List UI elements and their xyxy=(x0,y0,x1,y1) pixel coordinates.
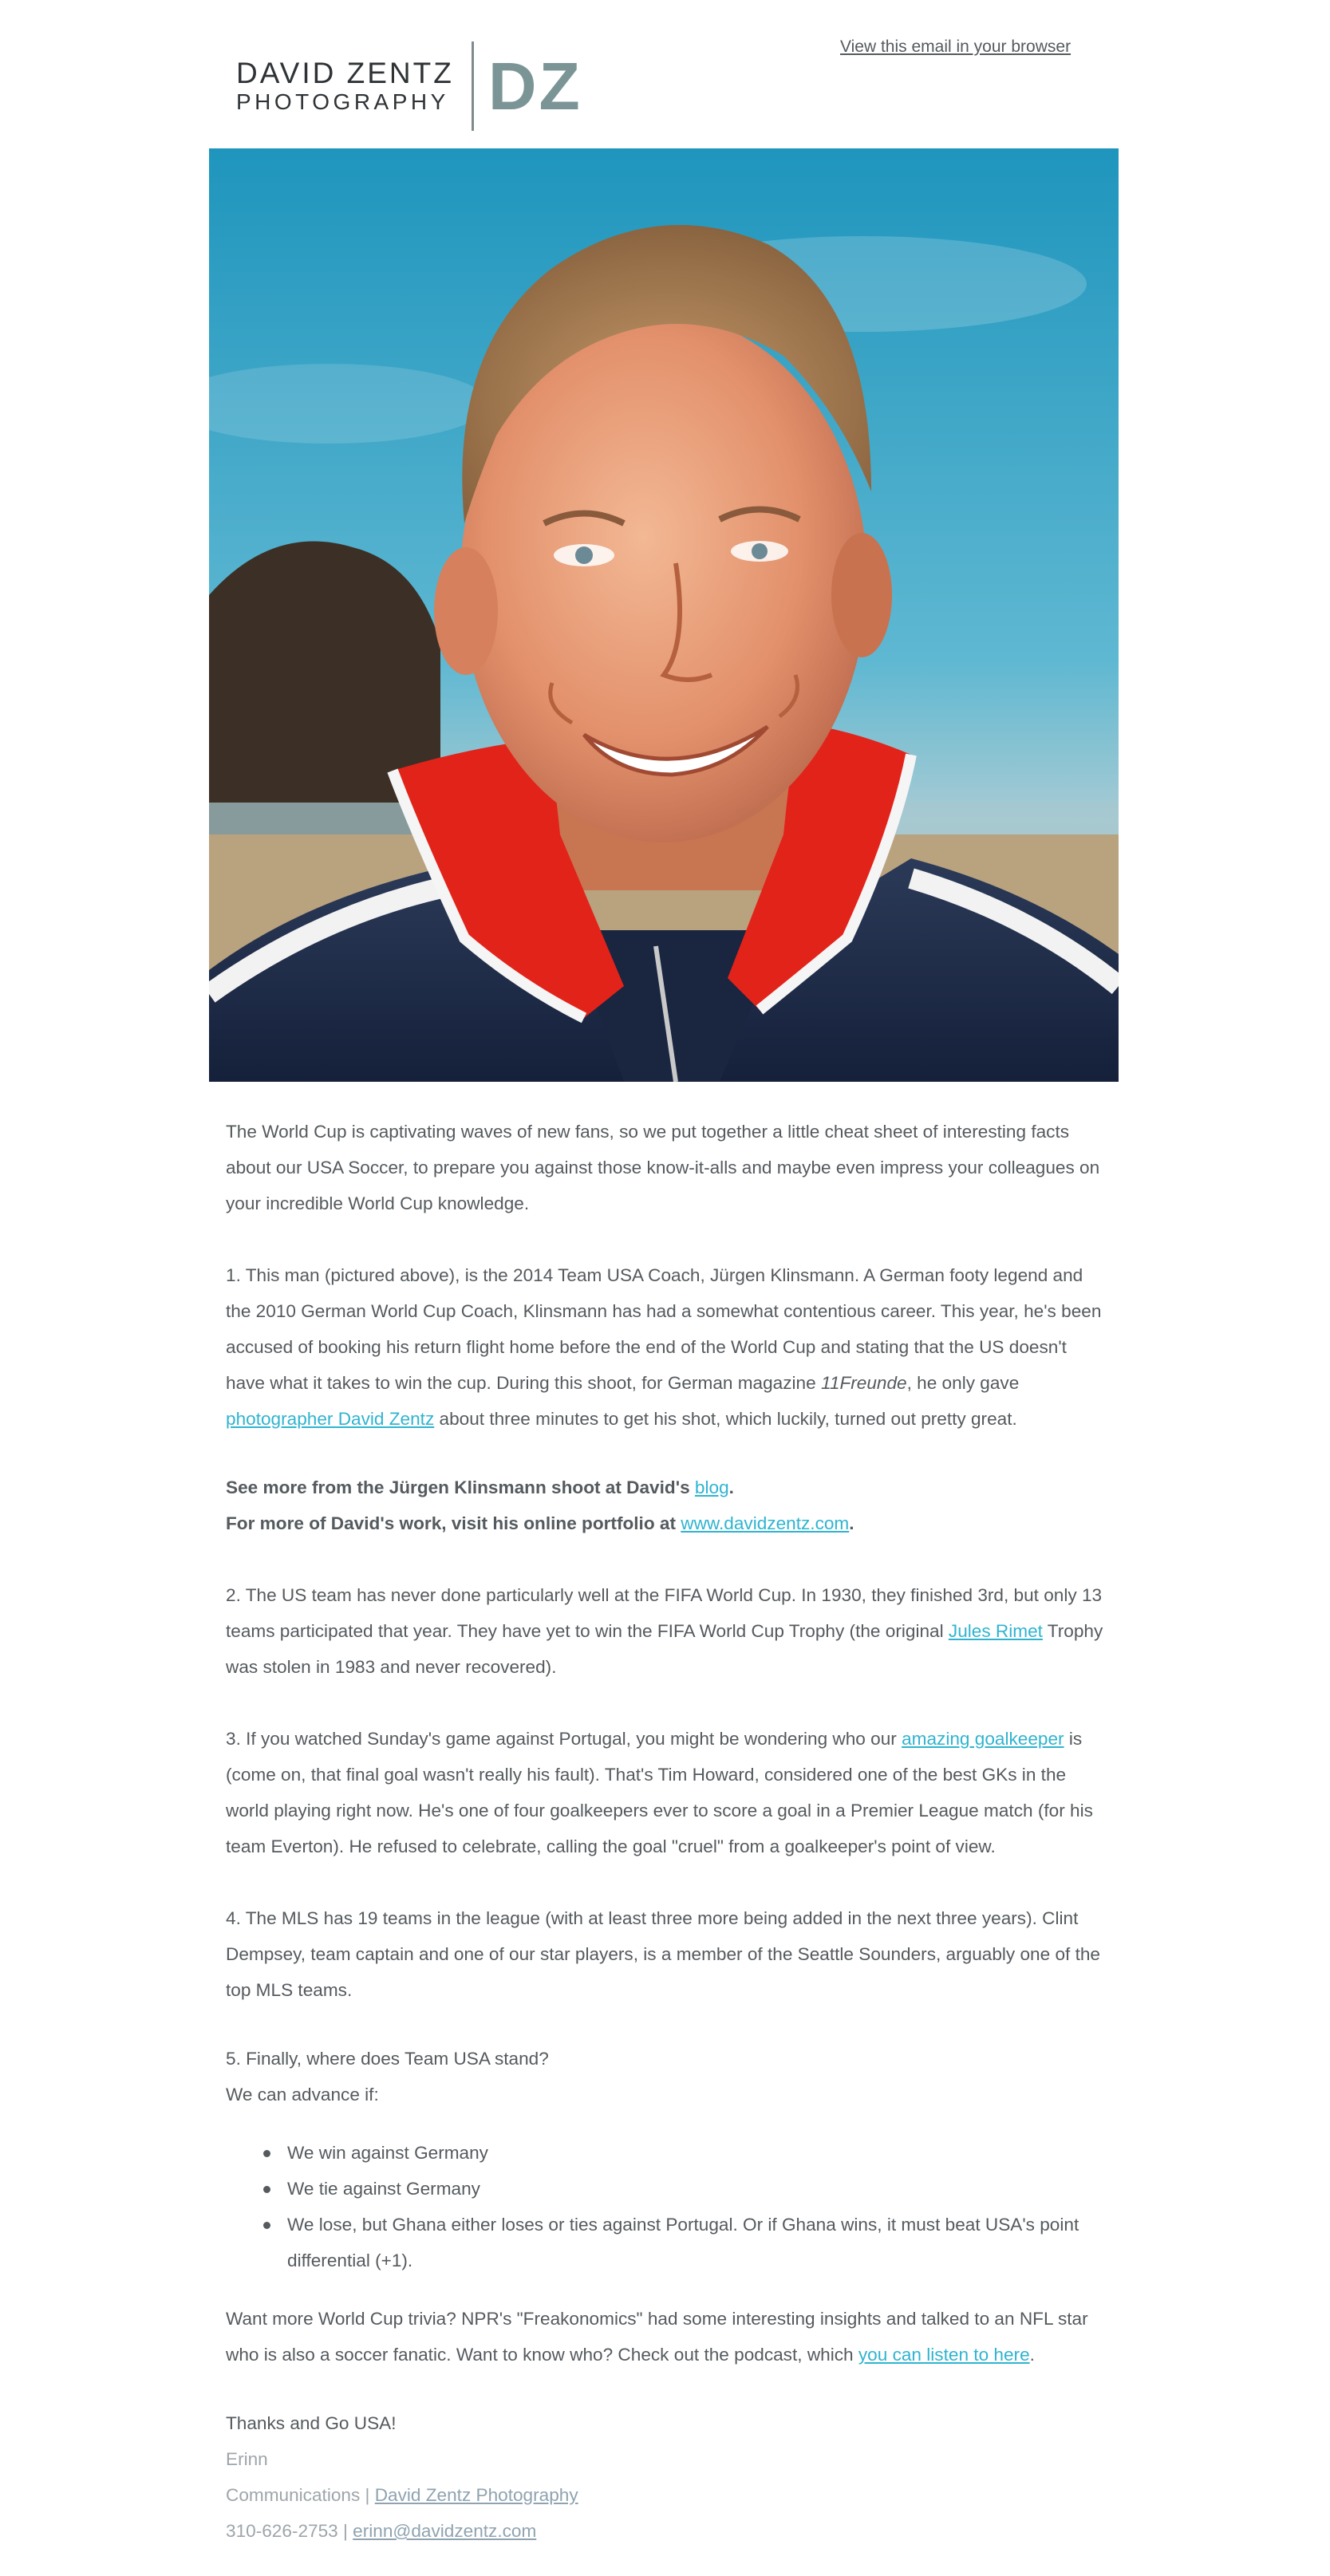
signature-contact: 310-626-2753 | erinn@davidzentz.com xyxy=(226,2521,537,2541)
list-item: We tie against Germany xyxy=(287,2171,1103,2207)
bullet-icon xyxy=(263,2186,270,2193)
bullet-icon xyxy=(263,2150,270,2157)
fact-4-paragraph: 4. The MLS has 19 teams in the league (with at least three more being added in the next three years). Clint Dempsey, team captain and one of our star players, is a member of the Seattle Sounders, arguably one of the top MLS teams. xyxy=(226,1908,1100,2000)
brand-subtitle: PHOTOGRAPHY xyxy=(236,89,449,114)
signature-name: Erinn xyxy=(226,2449,268,2469)
fact-2-paragraph: 2. The US team has never done particularly well at the FIFA World Cup. In 1930, they finished 3rd, but only 13 teams participated that year. They have yet to win the FIFA World Cup Trophy (the original Jules Rimet Trophy was stolen in 1983 and never recovered). xyxy=(226,1585,1103,1677)
brand-monogram: DZ xyxy=(487,49,582,124)
intro-paragraph: The World Cup is captivating waves of new fans, so we put together a little cheat sheet of interesting facts about our USA Soccer, to prepare you against those know-it-alls and maybe even impress your colleagues on your incredible World Cup knowledge. xyxy=(226,1122,1100,1213)
brand-wordmark xyxy=(236,57,454,115)
signature-role: Communications | David Zentz Photography xyxy=(226,2485,578,2505)
logo-divider xyxy=(472,41,474,131)
fact-3-paragraph: 3. If you watched Sunday's game against Portugal, you might be wondering who our amazing goalkeeper is (come on, that final goal wasn't really his fault). That's Tim Howard, considered one of the best GKs in the world playing right now. He's one of four goalkeepers ever to score a goal in a Premier League match (for his team Everton). He refused to celebrate, calling the goal "cruel" from a goalkeeper's point of view. xyxy=(226,1729,1093,1856)
photographer-link[interactable]: photographer David Zentz xyxy=(226,1409,435,1429)
list-item: We lose, but Ghana either loses or ties against Portugal. Or if Ghana wins, it must beat USA's point differential (+1). xyxy=(287,2207,1103,2278)
podcast-link[interactable]: you can listen to here xyxy=(858,2345,1030,2365)
closing-line: Thanks and Go USA! xyxy=(226,2413,397,2433)
portfolio-link[interactable]: www.davidzentz.com xyxy=(681,1513,850,1533)
fact-5-subheading: We can advance if: xyxy=(226,2085,379,2105)
blog-link[interactable]: blog xyxy=(694,1477,729,1497)
advance-conditions-list xyxy=(226,2135,1103,2278)
view-in-browser-link[interactable]: View this email in your browser xyxy=(840,37,1071,56)
blog-callout: See more from the Jürgen Klinsmann shoot at David's blog. xyxy=(226,1477,734,1497)
company-link[interactable]: David Zentz Photography xyxy=(374,2485,578,2505)
bullet-icon xyxy=(263,2222,270,2229)
hero-photo xyxy=(209,148,1119,1082)
jules-rimet-link[interactable]: Jules Rimet xyxy=(948,1621,1043,1641)
goalkeeper-link[interactable]: amazing goalkeeper xyxy=(902,1729,1064,1749)
brand-logo[interactable] xyxy=(236,41,582,131)
trivia-paragraph: Want more World Cup trivia? NPR's "Freakonomics" had some interesting insights and talked to an NFL star who is also a soccer fanatic. Want to know who? Check out the podcast, which you can listen to here. xyxy=(226,2309,1088,2365)
portfolio-callout: For more of David's work, visit his online portfolio at www.davidzentz.com. xyxy=(226,1513,854,1533)
magazine-name: 11Freunde xyxy=(820,1373,907,1393)
fact-1-paragraph: 1. This man (pictured above), is the 2014 Team USA Coach, Jürgen Klinsmann. A German footy legend and the 2010 German World Cup Coach, Klinsmann has had a somewhat contentious career. This year, he's been accused of booking his return flight home before the end of the World Cup and stating that the US doesn't have what it takes to win the cup. During this shoot, for German magazine 11Freunde, he only gave photographer David Zentz about three minutes to get his shot, which luckily, turned out pretty great. xyxy=(226,1265,1102,1429)
portrait-illustration xyxy=(209,148,1119,1082)
list-item: We win against Germany xyxy=(287,2135,1103,2171)
email-body xyxy=(226,1114,1103,2549)
fact-5-heading: 5. Finally, where does Team USA stand? xyxy=(226,2049,549,2069)
email-link[interactable]: erinn@davidzentz.com xyxy=(353,2521,537,2541)
brand-name: DAVID ZENTZ xyxy=(236,57,454,89)
signature-block xyxy=(226,2441,1103,2549)
